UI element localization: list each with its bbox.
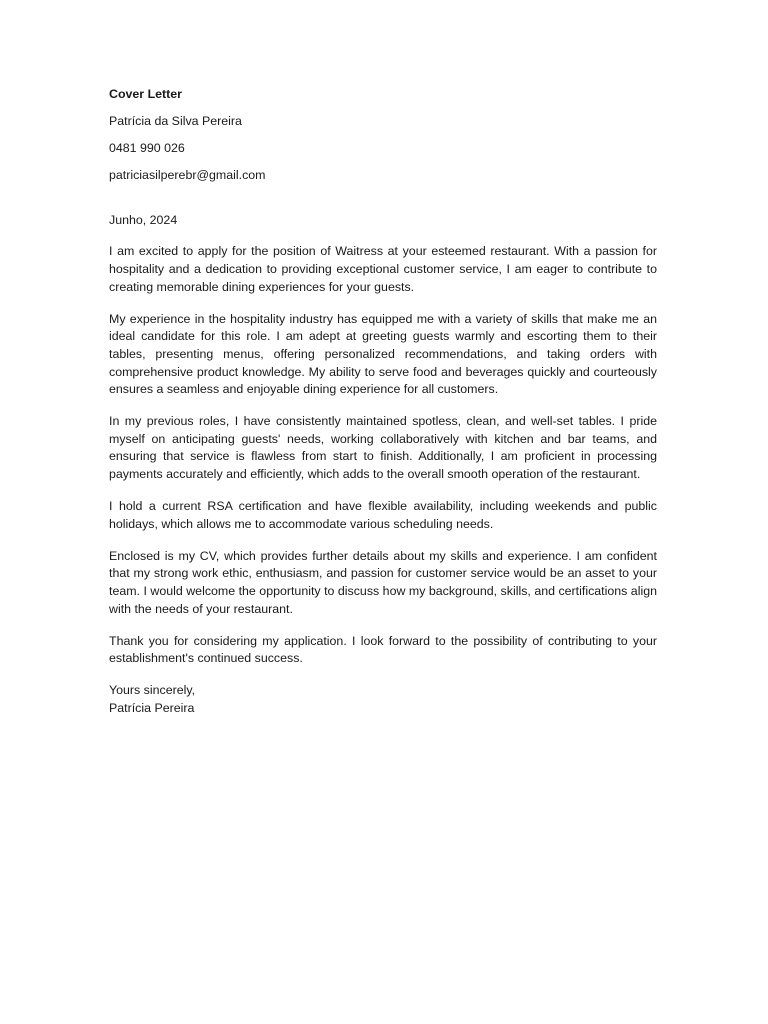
closing-salutation: Yours sincerely,: [109, 683, 196, 698]
signature-name: Patrícia Pereira: [109, 700, 195, 715]
paragraph-enclosed-cv: Enclosed is my CV, which provides further details about my skills and experience. I am confident that my strong work ethic, enthusiasm, and passion for customer service would be an asset to your team. I would welcome the opportunity to discuss how my background, skills, and certifications align with the needs of your restaurant.: [109, 548, 657, 616]
paragraph-thank-you: Thank you for considering my application. I look forward to the possibility of contributing to your establishment's continued success.: [109, 633, 657, 666]
applicant-email: patriciasilperebr@gmail.com: [109, 168, 266, 183]
document-title: Cover Letter: [109, 87, 182, 101]
applicant-name: Patrícia da Silva Pereira: [109, 114, 242, 129]
letter-date: Junho, 2024: [109, 212, 178, 227]
paragraph-intro: I am excited to apply for the position of Waitress at your esteemed restaurant. With a passion for hospitality and a dedication to providing exceptional customer service, I am eager to contribute to creating memorable dining experiences for your guests.: [109, 244, 657, 294]
paragraph-certification: I hold a current RSA certification and have flexible availability, including weekends and public holidays, which allows me to accommodate various scheduling needs.: [109, 499, 657, 531]
applicant-phone: 0481 990 026: [109, 141, 185, 156]
cover-letter-page: [109, 86, 657, 718]
paragraph-previous-roles: In my previous roles, I have consistently maintained spotless, clean, and well-set tables. I pride myself on anticipating guests' needs, working collaboratively with kitchen and bar teams, and ensuring that service is flawless from start to finish. Additionally, I am proficient in processing payments accurately and efficiently, which adds to the overall smooth operation of the restaurant.: [109, 414, 657, 481]
paragraph-experience: My experience in the hospitality industry has equipped me with a variety of skills that make me an ideal candidate for this role. I am adept at greeting guests warmly and escorting them to their tables, presenting menus, offering personalized recommendations, and taking orders with comprehensive product knowledge. My ability to serve food and beverages quickly and courteously ensures a seamless and enjoyable dining experience for all customers.: [109, 311, 657, 397]
